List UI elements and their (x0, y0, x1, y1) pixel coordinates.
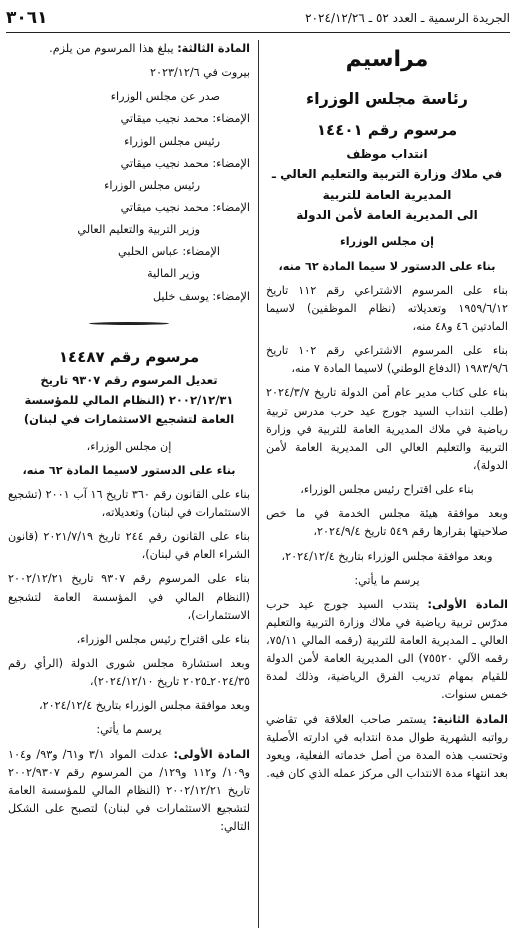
body-paragraph (266, 384, 508, 475)
article-label: المادة الأولى: (427, 597, 508, 611)
paragraph-text: بناء على الدستور لاسيما المادة ٦٢ منه، (22, 463, 236, 477)
article-paragraph (8, 746, 250, 837)
decree-body (266, 233, 508, 783)
section-title: مراسيم (345, 47, 429, 72)
section-separator (8, 314, 250, 335)
article-paragraph (266, 711, 508, 784)
gazette-issue-info: الجريدة الرسمية ـ العدد ٥٢ ـ ٢٠٢٤/١٢/٢٦ (305, 11, 510, 25)
paragraph-text: بناء على المرسوم رقم ٩٣٠٧ تاريخ ٢٠٠٢/١٢/٢١ (النظام المالي في المؤسسة العامة لتشجيع الاستثمارات)، (8, 572, 250, 622)
signature-line: رئيس مجلس الوزراء (124, 134, 220, 148)
paragraph-text: بناء على الدستور لا سيما المادة ٦٢ منه، (278, 259, 496, 273)
body-paragraph (8, 721, 250, 739)
decree-subject-line: في ملاك وزارة التربية والتعليم العالي ـ (271, 167, 503, 182)
signature-line: الإمضاء: عباس الحلبي (118, 245, 220, 259)
page-header (6, 4, 510, 33)
article-paragraph (8, 40, 250, 58)
paragraph-text: إن مجلس الوزراء (339, 235, 435, 249)
paragraph-text: وبعد موافقة مجلس الوزراء بتاريخ ٢٠٢٤/١٢/٤، (39, 699, 250, 713)
body-paragraph (8, 438, 250, 456)
paragraph-text: وبعد استشارة مجلس شورى الدولة (الرأي رقم ٢٠٢٤/٣٥ـ٢٠٢٥ تاريخ ٢٠٢٤/١٢/١٠)، (8, 657, 250, 689)
body-paragraph (266, 233, 508, 251)
article-label: المادة الأولى: (173, 747, 251, 761)
paragraph-text: إن مجلس الوزراء، (86, 439, 172, 453)
signature-line: الإمضاء: محمد نجيب ميقاتي (120, 156, 250, 170)
paragraph-text: بناء على المرسوم الاشتراعي رقم ١٠٢ تاريخ ١٩٨٣/٩/٦ (الدفاع الوطني) لاسيما المادة ٧ منه، (266, 344, 508, 376)
signature-line: صدر عن مجلس الوزراء (110, 90, 220, 104)
article-label: المادة الثانية: (432, 712, 508, 726)
signature-line: وزير المالية (147, 267, 200, 281)
signature-line: رئيس مجلس الوزراء (104, 178, 200, 192)
body-paragraph (8, 631, 250, 649)
signature-block (8, 88, 250, 305)
paragraph-text: ينتدب السيد جورج عيد حرب مدرّس تربية رياضية في ملاك وزارة التربية والتعليم العالي ـ المديرية العامة للتربية (رقمه المالي ٧٥/١١، رقمه الآلي ٧٥٥٢٠) الى المديرية العامة لأمن الدولة للقيام بمهام تدريب الفرق الرياضية، وذلك لمدة خمس سنوات. (266, 597, 508, 702)
place-date: بيروت في ٢٠٢٣/١٢/٦ (150, 66, 250, 80)
paragraph-text: بناء على القانون رقم ٣٦٠ تاريخ ١٦ آب ٢٠٠١ (تشجيع الاستثمارات في لبنان) وتعديلاته، (8, 487, 250, 520)
body-paragraph (8, 528, 250, 564)
paragraph-text: وبعد موافقة مجلس الوزراء بتاريخ ٢٠٢٤/١٢/٤، (281, 549, 493, 563)
paragraph-text: بناء على اقتراح رئيس مجلس الوزراء، (76, 632, 250, 646)
body-paragraph (8, 486, 250, 522)
body-paragraph (266, 572, 508, 590)
article-text: يبلغ هذا المرسوم من يلزم. (49, 42, 178, 55)
body-paragraph (8, 655, 250, 691)
paragraph-text: عدلت المواد ٣/١ و٦١/ و٩٣/ و١٠٤ و١٠٩/ و١١٢ و١٢٩/ من المرسوم رقم ٢٠٠٢/٩٣٠٧ تاريخ ٢٠٠٢/١٢/٢١ (النظام المالي للمؤسسة العامة لتشجيع الاستثمارات في لبنان) لتصبح على الشكل التالي: (8, 747, 250, 834)
paragraph-text: يرسم ما يأتي: (96, 723, 162, 737)
decree-body (8, 438, 250, 837)
signature-line: الإمضاء: يوسف خليل (152, 289, 250, 303)
body-paragraph (8, 462, 250, 480)
body-paragraph (8, 697, 250, 715)
paragraph-text: بناء على كتاب مدير عام أمن الدولة تاريخ ٢٠٢٤/٣/٧ (طلب انتداب السيد جورج عيد حرب مدرس تربية رياضية في ملاك المديرية العامة للتربية في وزارة التربية والتعليم العالي الى المديرية العامة لأمن الدولة)، (266, 386, 508, 472)
authority-title: رئاسة مجلس الوزراء (306, 88, 468, 108)
right-column (266, 40, 508, 930)
paragraph-text: يستمر صاحب العلاقة في تقاضي رواتبه الشهرية طوال مدة انتدابه في ادارته الأصلية وتحتسب هذه المدة من أصل خدماته الفعلية، ويعود بعد انتهاء مدة الانتداب الى مركز عمله الذي كان فيه. (266, 712, 508, 781)
decree-subject-line: انتداب موظف (346, 146, 428, 161)
decree-number: مرسوم رقم ١٤٤٨٧ (58, 347, 200, 366)
decree-subject-line: المديرية العامة للتربية (322, 187, 452, 202)
paragraph-text: بناء على المرسوم الاشتراعي رقم ١١٢ تاريخ ١٩٥٩/٦/١٢ وتعديلاته (نظام الموظفين) لاسيما المادتين ٤٦ و٤٨ منه، (266, 283, 508, 333)
signature-line: وزير التربية والتعليم العالي (77, 223, 200, 237)
body-paragraph (8, 570, 250, 624)
signature-line: الإمضاء: محمد نجيب ميقاتي (120, 200, 250, 214)
paragraph-text: بناء على اقتراح رئيس مجلس الوزراء، (300, 483, 474, 497)
body-paragraph (266, 282, 508, 336)
article-label: المادة الثالثة: (177, 42, 250, 55)
body-paragraph (266, 548, 508, 566)
paragraph-text: وبعد موافقة هيئة مجلس الخدمة في ما خص صلاحيتها بقرارها رقم ٥٤٩ تاريخ ٢٠٢٤/٩/٤، (266, 507, 508, 539)
left-column (8, 40, 250, 930)
decree-title: تعديل المرسوم رقم ٩٣٠٧ تاريخ ٢٠٠٢/١٢/٣١ (النظام المالي للمؤسسة العامة لتشجيع الاستثمارات في لبنان) (23, 372, 235, 427)
signature-line: الإمضاء: محمد نجيب ميقاتي (120, 112, 250, 126)
page-number: ٣٠٦١ (6, 8, 48, 28)
body-paragraph (266, 505, 508, 541)
paragraph-text: بناء على القانون رقم ٢٤٤ تاريخ ٢٠٢١/٧/١٩ (قانون الشراء العام في لبنان)، (8, 530, 250, 562)
decree-number: مرسوم رقم ١٤٤٠١ (316, 120, 458, 139)
body-paragraph (266, 258, 508, 276)
article-paragraph (266, 596, 508, 705)
decree-subject (266, 144, 508, 226)
paragraph-text: يرسم ما يأتي: (354, 573, 420, 587)
body-paragraph (266, 342, 508, 378)
decree-subject-line: الى المديرية العامة لأمن الدولة (296, 208, 478, 222)
body-paragraph (266, 481, 508, 499)
column-divider (258, 40, 259, 928)
